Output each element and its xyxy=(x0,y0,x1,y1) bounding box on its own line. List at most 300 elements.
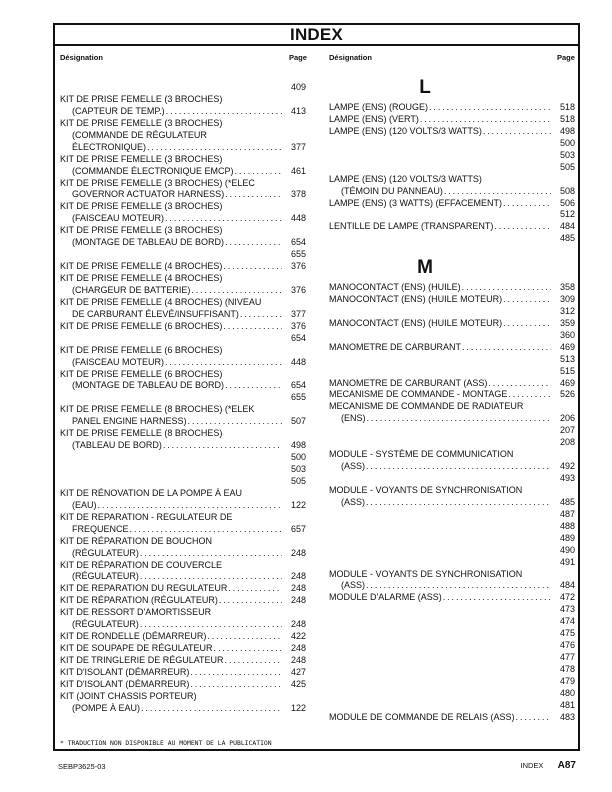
index-entry-line xyxy=(60,225,306,237)
entry-page-number: 472 xyxy=(559,592,575,603)
index-entry-line xyxy=(60,655,306,667)
index-entry-line xyxy=(60,189,306,201)
entry-designation: (CHARGEUR DE BATTERIE) xyxy=(72,284,191,295)
spacer xyxy=(222,369,288,381)
index-entry-line xyxy=(329,604,575,616)
entry-designation: DE CARBURANT ÉLEVÉ/INSUFFISANT) xyxy=(72,308,239,319)
spacer xyxy=(211,607,288,619)
spacer xyxy=(242,488,288,500)
spacer xyxy=(329,688,557,700)
spacer xyxy=(60,476,288,488)
index-entry-line xyxy=(60,631,306,643)
entry-designation: KIT DE PRISE FEMELLE (3 BROCHES) (*ELEC xyxy=(60,177,255,188)
index-entry-line xyxy=(60,548,306,560)
entry-page-number: 208 xyxy=(559,437,575,448)
spacer xyxy=(329,676,557,688)
spacer xyxy=(522,569,557,581)
dot-leader xyxy=(222,261,282,273)
index-entry-line xyxy=(60,166,306,178)
entry-page-number xyxy=(288,273,306,285)
spacer xyxy=(222,273,288,285)
index-entry-line xyxy=(329,497,575,509)
entry-page-number: 248 xyxy=(290,655,306,665)
index-entry-line xyxy=(60,703,306,715)
spacer xyxy=(329,209,557,221)
entry-page-number: 479 xyxy=(559,675,575,686)
page-title: INDEX xyxy=(290,25,343,44)
entry-designation: KIT D'ISOLANT (DÉMARREUR) xyxy=(60,678,190,689)
entry-page-number: 473 xyxy=(559,604,575,615)
index-entry-line xyxy=(329,688,575,700)
entry-designation: KIT DE PRISE FEMELLE (4 BROCHES) (NIVEAU xyxy=(60,296,262,307)
entry-page-number xyxy=(288,488,306,500)
spacer xyxy=(329,473,557,485)
dot-leader xyxy=(502,198,551,210)
footer-page-label xyxy=(520,760,576,771)
entry-designation: (TÉMOIN DU PANNEAU) xyxy=(341,185,443,196)
index-entry-line xyxy=(60,524,306,536)
entry-designation: MODULE D'ALARME (ASS) xyxy=(329,592,442,603)
entry-page-number: 248 xyxy=(290,595,306,606)
entry-designation: KIT DE PRISE FEMELLE (3 BROCHES) xyxy=(60,225,223,236)
entry-designation: (EAU) xyxy=(72,499,97,510)
dot-leader xyxy=(164,357,282,369)
spacer xyxy=(329,425,557,437)
index-entry-line xyxy=(329,366,575,378)
dot-leader xyxy=(239,309,282,321)
entry-page-number: 409 xyxy=(290,82,306,92)
spacer xyxy=(329,640,557,652)
dot-leader xyxy=(493,221,551,233)
dot-leader xyxy=(227,583,282,595)
spacer xyxy=(523,401,557,413)
spacer xyxy=(329,233,557,245)
entry-page-number xyxy=(557,174,575,186)
dot-leader xyxy=(165,106,282,118)
index-entry-line xyxy=(60,297,306,309)
entry-designation: MECANISME DE COMMANDE - MONTAGE xyxy=(329,389,508,400)
entry-page-number xyxy=(557,401,575,413)
entry-page-number: 505 xyxy=(559,161,575,172)
entry-designation: (FAISCEAU MOTEUR) xyxy=(72,356,165,367)
entry-page-number: 485 xyxy=(559,496,575,507)
index-entry-line xyxy=(329,509,575,521)
entry-designation: (MONTAGE DE TABLEAU DE BORD) xyxy=(72,237,225,248)
entry-page-number xyxy=(557,485,575,497)
index-entry-line xyxy=(329,437,575,449)
entry-designation: KIT DE TRINGLERIE DE RÉGULATEUR xyxy=(60,655,224,665)
left-designation-header: Désignation xyxy=(60,53,103,62)
entry-page-number: 358 xyxy=(559,282,575,292)
entry-page-number: 448 xyxy=(290,213,306,224)
index-entry-line xyxy=(329,664,575,676)
right-designation-header: Désignation xyxy=(329,53,372,62)
spacer xyxy=(60,333,288,345)
footnote: * TRADUCTION NON DISPONIBLE AU MOMENT DE LA PUBLICATION xyxy=(60,739,272,747)
index-entry-line xyxy=(60,643,306,655)
entry-designation: (FAISCEAU MOTEUR) xyxy=(72,213,165,224)
dot-leader xyxy=(97,500,283,512)
dot-leader xyxy=(189,667,282,679)
spacer xyxy=(222,345,288,357)
entry-page-number: 461 xyxy=(290,165,306,176)
index-entry-line xyxy=(60,369,306,381)
index-entry-line xyxy=(60,691,306,703)
entry-page-number: 655 xyxy=(290,249,306,260)
entry-designation: MODULE - SYSTÈME DE COMMUNICATION xyxy=(329,449,514,460)
entry-designation: (TABLEAU DE BORD) xyxy=(72,440,162,451)
index-entry-line xyxy=(329,209,575,221)
entry-page-number: 359 xyxy=(559,317,575,328)
dot-leader xyxy=(224,380,282,392)
index-entry-line xyxy=(60,667,306,679)
entry-page-number: 498 xyxy=(559,125,575,136)
index-entry-line xyxy=(329,318,575,330)
spacer xyxy=(329,509,557,521)
entry-page-number: 483 xyxy=(559,711,575,722)
entry-page-number: 122 xyxy=(290,499,306,510)
dot-leader xyxy=(139,548,282,560)
spacer xyxy=(222,201,288,213)
entry-designation: MANOMETRE DE CARBURANT (ASS) xyxy=(329,377,488,388)
spacer xyxy=(329,628,557,640)
index-entry-line xyxy=(60,213,306,225)
dot-leader xyxy=(428,102,551,114)
spacer xyxy=(60,82,288,94)
entry-designation: KIT DE PRISE FEMELLE (8 BROCHES) (*ELEK xyxy=(60,404,255,415)
entry-designation: MECANISME DE COMMANDE DE RADIATEUR xyxy=(329,401,524,412)
dot-leader xyxy=(461,282,551,294)
dot-leader xyxy=(502,318,551,330)
dot-leader xyxy=(442,592,551,604)
index-entry-line xyxy=(60,607,306,619)
entry-page-number xyxy=(288,94,306,106)
footer-section: INDEX xyxy=(520,761,544,770)
dot-leader xyxy=(139,571,282,583)
index-entry-line xyxy=(329,580,575,592)
spacer xyxy=(329,664,557,676)
entry-page-number: 448 xyxy=(290,356,306,367)
index-entry-line xyxy=(329,676,575,688)
index-entry-line xyxy=(60,500,306,512)
entry-page-number xyxy=(288,404,306,416)
spacer xyxy=(329,545,557,557)
entry-page-number: 476 xyxy=(559,640,575,651)
entry-page-number: 512 xyxy=(559,209,575,220)
entry-page-number: 413 xyxy=(290,105,306,116)
entry-designation: (ENS) xyxy=(341,413,366,424)
dot-leader xyxy=(487,378,551,390)
index-entry-line xyxy=(329,640,575,652)
spacer xyxy=(222,154,288,166)
index-entry-line xyxy=(60,118,306,130)
dot-leader xyxy=(461,342,551,354)
index-entry-line xyxy=(60,357,306,369)
entry-page-number: 503 xyxy=(559,149,575,160)
entry-designation: KIT DE RÉPARATION DE COUVERCLE xyxy=(60,559,223,570)
entry-page-number xyxy=(288,201,306,213)
entry-page-number: 515 xyxy=(559,365,575,376)
entry-designation: KIT DE PRISE FEMELLE (4 BROCHES) xyxy=(60,261,223,272)
entry-page-number xyxy=(288,297,306,309)
entry-page-number: 376 xyxy=(290,284,306,295)
entry-page-number: 377 xyxy=(290,308,306,319)
entry-designation: KIT DE PRISE FEMELLE (3 BROCHES) xyxy=(60,201,223,212)
entry-designation: KIT DE PRISE FEMELLE (3 BROCHES) xyxy=(60,153,223,164)
index-entry-line xyxy=(60,452,306,464)
spacer xyxy=(222,428,288,440)
index-entry-line xyxy=(60,536,306,548)
index-entry-line xyxy=(329,378,575,390)
dot-leader xyxy=(139,619,282,631)
spacer xyxy=(513,449,557,461)
entry-page-number xyxy=(288,154,306,166)
index-entry-line xyxy=(60,571,306,583)
index-entry-line xyxy=(60,82,306,94)
entry-designation: (MONTAGE DE TABLEAU DE BORD) xyxy=(72,380,225,391)
index-entry-line xyxy=(329,174,575,186)
index-entry-line xyxy=(60,440,306,452)
left-index-column xyxy=(60,82,306,715)
index-entry-line xyxy=(329,306,575,318)
entry-designation: LAMPE (ENS) (120 VOLTS/3 WATTS) xyxy=(329,173,482,184)
index-entry-line xyxy=(329,389,575,401)
entry-designation: KIT DE REPARATION DU REGULATEUR xyxy=(60,583,228,594)
spacer xyxy=(222,94,288,106)
index-entry-line xyxy=(329,186,575,198)
index-entry-line xyxy=(60,249,306,261)
spacer xyxy=(261,297,288,309)
entry-page-number: 657 xyxy=(290,523,306,534)
spacer xyxy=(329,366,557,378)
index-entry-line xyxy=(60,464,306,476)
right-page-header: Page xyxy=(557,53,575,62)
spacer xyxy=(329,533,557,545)
entry-page-number: 248 xyxy=(290,571,306,582)
entry-page-number: 478 xyxy=(559,664,575,674)
entry-page-number: 484 xyxy=(559,580,575,591)
entry-page-number xyxy=(288,369,306,381)
index-entry-line xyxy=(60,201,306,213)
entry-designation: KIT DE RÉPARATION (RÉGULATEUR) xyxy=(60,595,218,606)
index-entry-line xyxy=(60,273,306,285)
index-entry-line xyxy=(329,233,575,245)
entry-page-number: 654 xyxy=(290,237,306,248)
dot-leader xyxy=(129,524,282,536)
index-entry-line xyxy=(329,425,575,437)
dot-leader xyxy=(365,497,551,509)
entry-page-number xyxy=(557,569,575,581)
entry-page-number: 248 xyxy=(290,619,306,630)
entry-designation: GOVERNOR ACTUATOR HARNESS) xyxy=(72,189,225,200)
spacer xyxy=(222,560,288,572)
index-entry-line xyxy=(329,592,575,604)
entry-page-number: 248 xyxy=(290,643,306,654)
index-entry-line xyxy=(329,102,575,114)
entry-page-number: 376 xyxy=(290,261,306,272)
index-entry-line xyxy=(60,285,306,297)
spacer xyxy=(222,225,288,237)
index-entry-line xyxy=(60,583,306,595)
entry-designation: (COMMANDE ÉLECTRONIQUE EMCP) xyxy=(72,165,234,176)
index-entry-line xyxy=(60,488,306,500)
index-entry-line xyxy=(329,557,575,569)
spacer xyxy=(329,306,557,318)
index-entry-line xyxy=(329,569,575,581)
dot-leader xyxy=(187,416,282,428)
entry-page-number: 508 xyxy=(559,185,575,196)
entry-page-number: 485 xyxy=(559,233,575,244)
right-index-section-m xyxy=(329,282,575,724)
entry-page-number: 500 xyxy=(559,137,575,148)
entry-designation: KIT DE PRISE FEMELLE (6 BROCHES) xyxy=(60,320,223,331)
entry-designation: MODULE - VOYANTS DE SYNCHRONISATION xyxy=(329,568,523,579)
spacer xyxy=(329,138,557,150)
entry-page-number: 469 xyxy=(559,377,575,388)
entry-page-number: 487 xyxy=(559,508,575,519)
spacer xyxy=(232,512,288,524)
index-entry-line xyxy=(329,473,575,485)
spacer xyxy=(329,604,557,616)
dot-leader xyxy=(146,142,282,154)
entry-page-number: 248 xyxy=(290,547,306,558)
entry-page-number: 248 xyxy=(290,583,306,594)
entry-page-number: 469 xyxy=(559,341,575,352)
entry-page-number: 493 xyxy=(559,473,575,483)
index-entry-line xyxy=(60,428,306,440)
spacer xyxy=(255,178,288,190)
dot-leader xyxy=(140,703,282,715)
document-id: SEBP3625-03 xyxy=(58,762,106,771)
spacer xyxy=(254,404,288,416)
entry-designation: MANOCONTACT (ENS) (HUILE MOTEUR) xyxy=(329,317,503,328)
entry-page-number: 489 xyxy=(559,532,575,543)
entry-page-number xyxy=(288,345,306,357)
dot-leader xyxy=(365,580,551,592)
entry-designation: KIT DE SOUPAPE DE RÉGULATEUR xyxy=(60,643,213,654)
entry-page-number: 491 xyxy=(559,556,575,567)
entry-page-number: 474 xyxy=(559,616,575,627)
dot-leader xyxy=(164,213,282,225)
index-entry-line xyxy=(60,345,306,357)
dot-leader xyxy=(443,186,551,198)
index-entry-line xyxy=(60,309,306,321)
entry-designation: (POMPE À EAU) xyxy=(72,702,141,713)
entry-designation: ÉLECTRONIQUE) xyxy=(72,141,147,152)
dot-leader xyxy=(213,643,282,655)
entry-page-number: 490 xyxy=(559,544,575,555)
entry-designation: MANOCONTACT (ENS) (HUILE) xyxy=(329,282,461,292)
entry-page-number xyxy=(288,512,306,524)
spacer xyxy=(329,652,557,664)
entry-page-number: 484 xyxy=(559,221,575,232)
page-number: A87 xyxy=(557,760,576,771)
index-entry-line xyxy=(60,106,306,118)
index-entry-line xyxy=(329,461,575,473)
dot-leader xyxy=(419,114,551,126)
entry-designation: LENTILLE DE LAMPE (TRANSPARENT) xyxy=(329,221,494,232)
entry-designation: MANOCONTACT (ENS) (HUILE MOTEUR) xyxy=(329,293,503,304)
entry-page-number: 475 xyxy=(559,628,575,639)
spacer xyxy=(482,174,557,186)
index-entry-line xyxy=(60,595,306,607)
index-entry-line xyxy=(329,485,575,497)
index-entry-line xyxy=(329,449,575,461)
entry-page-number: 492 xyxy=(559,461,575,472)
index-entry-line xyxy=(60,560,306,572)
index-entry-line xyxy=(60,619,306,631)
entry-page-number: 309 xyxy=(559,293,575,304)
entry-page-number: 518 xyxy=(559,102,575,112)
entry-page-number: 498 xyxy=(290,440,306,451)
entry-designation: (RÉGULATEUR) xyxy=(72,619,139,630)
entry-designation: LAMPE (ENS) (3 WATTS) (EFFACEMENT) xyxy=(329,197,503,208)
entry-designation: (COMMANDE DE RÉGULATEUR xyxy=(72,129,207,140)
entry-page-number: 427 xyxy=(290,666,306,677)
entry-designation: KIT DE PRISE FEMELLE (6 BROCHES) xyxy=(60,368,223,379)
index-entry-line xyxy=(329,126,575,138)
spacer xyxy=(329,330,557,342)
spacer xyxy=(329,354,557,366)
index-entry-line xyxy=(60,392,306,404)
spacer xyxy=(60,464,288,476)
index-entry-line xyxy=(329,342,575,354)
index-entry-line xyxy=(60,321,306,333)
index-entry-line xyxy=(60,237,306,249)
spacer xyxy=(329,521,557,533)
entry-page-number xyxy=(557,449,575,461)
index-entry-line xyxy=(329,114,575,126)
dot-leader xyxy=(365,461,551,473)
entry-page-number: 503 xyxy=(290,464,306,474)
entry-page-number: 488 xyxy=(559,520,575,531)
spacer xyxy=(60,452,288,464)
entry-page-number xyxy=(288,560,306,572)
dot-leader xyxy=(502,294,551,306)
index-entry-line xyxy=(60,476,306,488)
dot-leader xyxy=(224,237,282,249)
entry-page-number: 513 xyxy=(559,353,575,364)
spacer xyxy=(60,249,288,261)
spacer xyxy=(60,392,288,404)
entry-page-number: 480 xyxy=(559,687,575,698)
dot-leader xyxy=(224,189,282,201)
entry-page-number xyxy=(288,691,306,703)
section-letter-m: M xyxy=(417,257,433,278)
entry-page-number xyxy=(288,607,306,619)
index-entry-line xyxy=(60,512,306,524)
entry-page-number xyxy=(288,178,306,190)
entry-page-number: 500 xyxy=(290,452,306,463)
entry-page-number xyxy=(288,225,306,237)
index-entry-line xyxy=(329,401,575,413)
index-entry-line xyxy=(329,354,575,366)
spacer xyxy=(329,700,557,712)
index-entry-line xyxy=(329,521,575,533)
entry-designation: LAMPE (ENS) (VERT) xyxy=(329,113,419,124)
entry-designation: KIT D'ISOLANT (DÉMARREUR) xyxy=(60,666,190,677)
entry-designation: (RÉGULATEUR) xyxy=(72,547,139,558)
entry-designation: KIT DE PRISE FEMELLE (3 BROCHES) xyxy=(60,93,223,104)
dot-leader xyxy=(507,389,551,401)
entry-page-number: 655 xyxy=(290,392,306,403)
entry-designation: KIT (JOINT CHASSIS PORTEUR) xyxy=(60,690,197,701)
entry-page-number xyxy=(288,130,306,142)
index-entry-line xyxy=(329,413,575,425)
index-entry-line xyxy=(329,616,575,628)
entry-page-number: 206 xyxy=(559,413,575,424)
entry-page-number: 360 xyxy=(559,329,575,340)
